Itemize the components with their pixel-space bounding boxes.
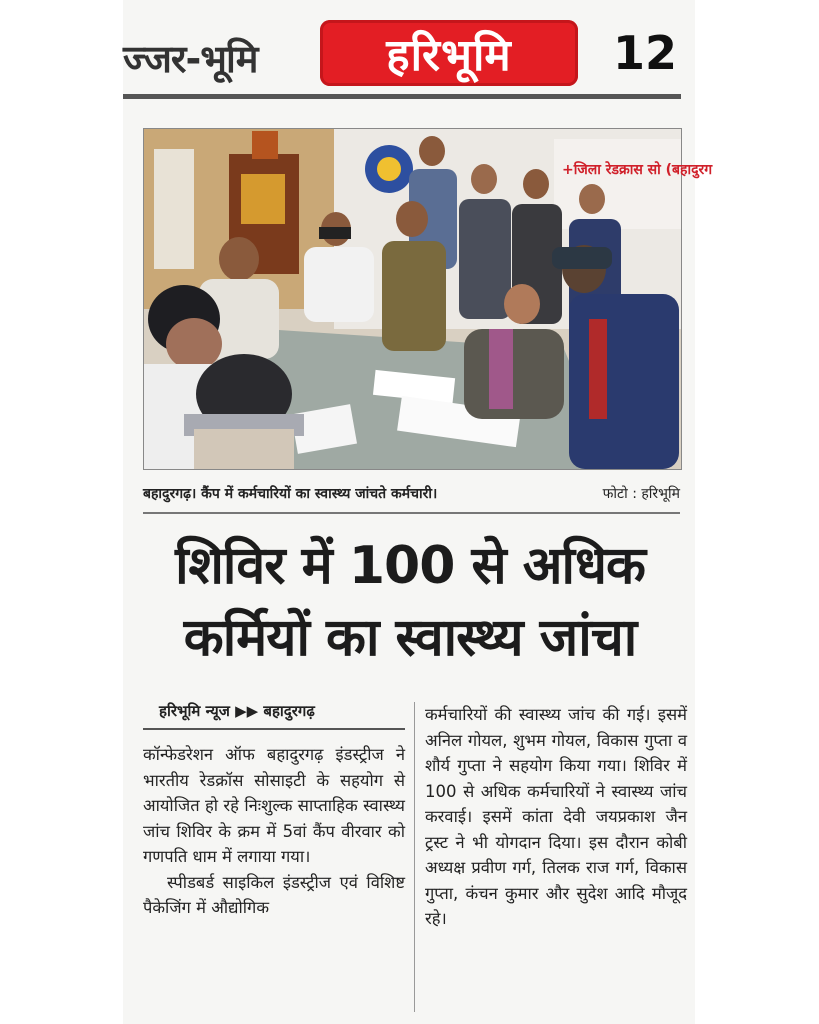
masthead — [123, 18, 695, 98]
article-paragraph-1: कॉन्फेडरेशन ऑफ बहादुरगढ़ इंडस्ट्रीज ने भारतीय रेडक्रॉस सोसाइटी के सहयोग से आयोजित हो रहे निःशुल्क साप्ताहिक स्वास्थ्य जांच शिविर के क्रम में 5वां कैंप वीरवार को गणपति धाम में लगाया गया। — [143, 745, 405, 866]
page-number: 12 — [612, 26, 677, 80]
section-name: ज्जर-भूमि — [123, 37, 258, 81]
byline-rule — [143, 728, 405, 730]
article-column-right — [425, 702, 687, 932]
photo-illustration — [144, 129, 713, 469]
byline: हरिभूमि न्यूज ▶▶ बहादुरगढ़ — [159, 702, 315, 720]
caption-rule — [143, 512, 680, 514]
column-divider — [414, 702, 415, 1012]
caption-text: बहादुरगढ़। कैंप में कर्मचारियों का स्वास्थ्य जांचते कर्मचारी। — [143, 486, 438, 502]
news-photo — [143, 128, 713, 470]
photo-caption — [143, 484, 680, 506]
logo-text: हरिभूमि — [386, 30, 512, 81]
article-paragraph-3: कर्मचारियों की स्वास्थ्य जांच की गई। इसमें अनिल गोयल, शुभम गोयल, विकास गुप्ता व शौर्य गुप्ता ने सहयोग किया गया। शिविर में 100 से अधिक कर्मचारियों ने स्वास्थ्य जांच करवाई। इसमें कांता देवी जयप्रकाश जैन ट्रस्ट ने भी योगदान दिया। इस दौरान कोबी अध्यक्ष प्रवीण गर्ग, तिलक राज गर्ग, विकास गुप्ता, कंचन कुमार और सुदेश आदि मौजूद रहे। — [425, 705, 687, 928]
newspaper-logo — [320, 20, 578, 86]
photo-credit: फोटो : हरिभूमि — [602, 486, 680, 502]
headline-line-2: कर्मियों का स्वास्थ्य जांचा — [183, 608, 637, 668]
article-paragraph-2: स्पीडबर्ड साइकिल इंडस्ट्रीज एवं विशिष्ट पैकेजिंग में औद्योगिक — [143, 872, 405, 917]
headline — [130, 530, 690, 674]
headline-line-1: शिविर में 100 से अधिक — [175, 536, 645, 596]
masthead-rule — [123, 94, 681, 99]
article-column-left — [143, 700, 405, 921]
banner-text: +जिला रेडक्रास सो (बहादुरग — [562, 162, 713, 178]
